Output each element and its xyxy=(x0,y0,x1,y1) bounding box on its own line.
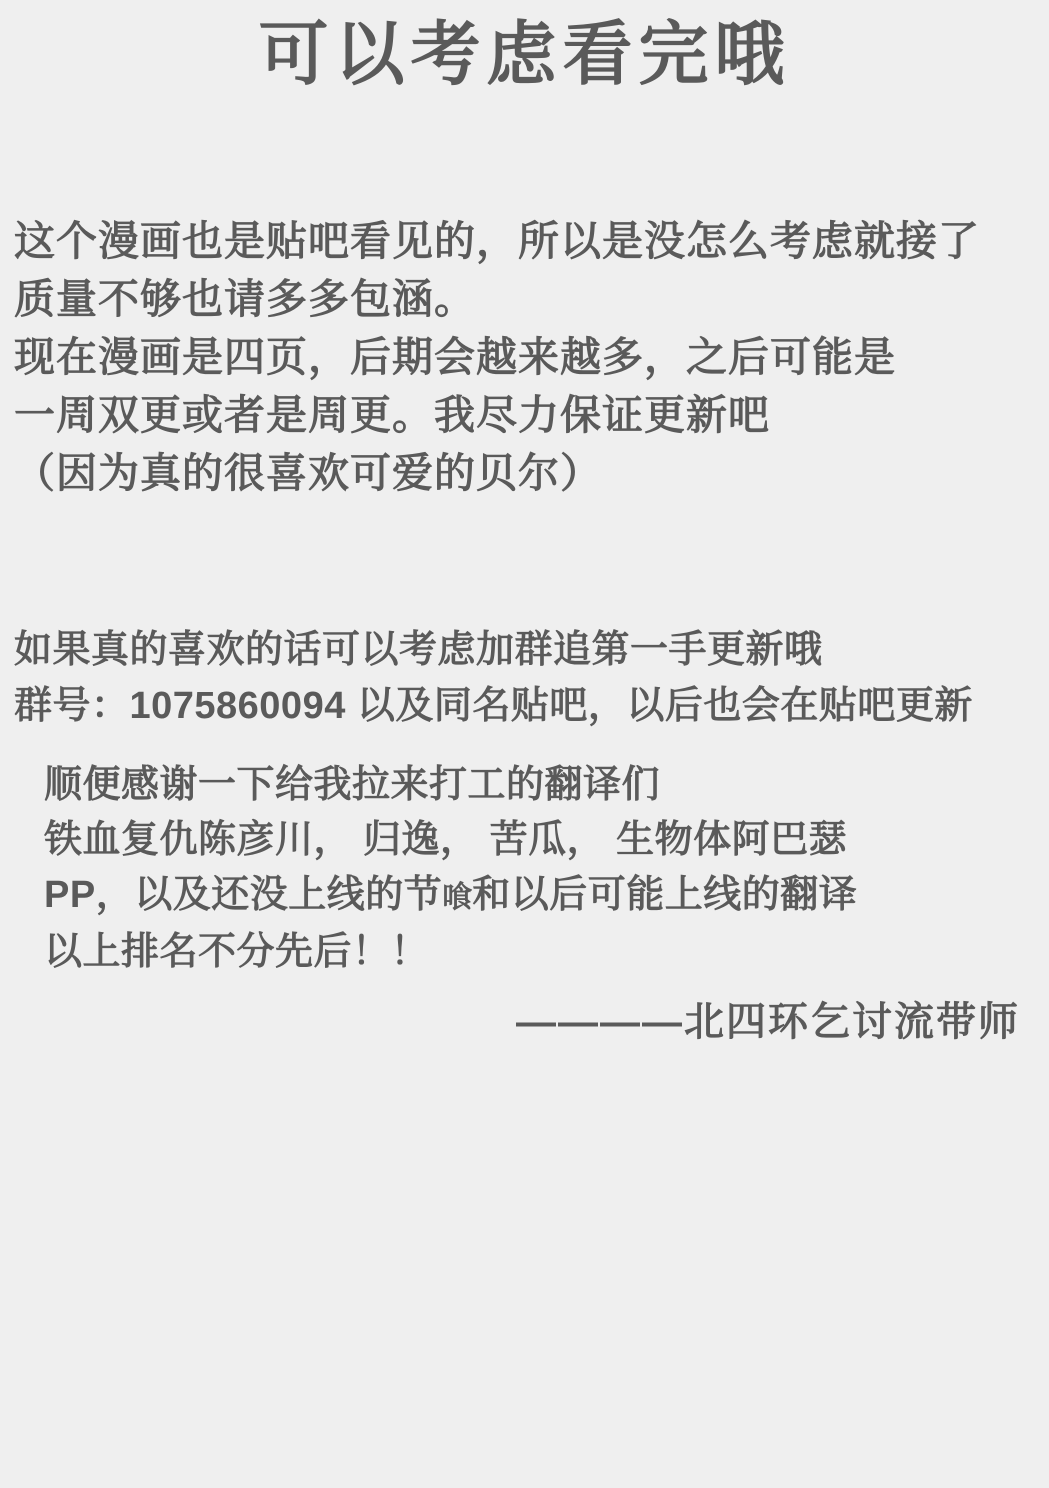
intro-line-1: 这个漫画也是贴吧看见的，所以是没怎么考虑就接了 xyxy=(14,218,980,264)
thanks-line-3 xyxy=(44,868,1044,925)
thanks-line-4: 以上排名不分先后！！ xyxy=(44,931,430,973)
thanks-line-3-small: 喰 xyxy=(442,881,473,914)
thanks-line-1: 顺便感谢一下给我拉来打工的翻译们 xyxy=(44,764,661,806)
intro-line-2: 质量不够也请多多包涵。 xyxy=(14,276,476,322)
join-group-number-line: 群号：1075860094 以及同名贴吧，以后也会在贴吧更新 xyxy=(14,685,973,727)
intro-line-5: （因为真的很喜欢可爱的贝尔） xyxy=(14,450,602,496)
page-title: 可以考虑看完哦 xyxy=(258,15,791,93)
intro-line-4: 一周双更或者是周更。我尽力保证更新吧 xyxy=(14,392,770,438)
intro-paragraph xyxy=(14,212,1034,502)
thanks-paragraph xyxy=(44,758,1044,980)
signature: ————北四环乞讨流带师 xyxy=(516,1000,1020,1044)
join-invite-line: 如果真的喜欢的话可以考虑加群追第一手更新哦 xyxy=(14,629,823,671)
join-group-paragraph xyxy=(14,622,1044,734)
thanks-line-3-part-a: PP，以及还没上线的节 xyxy=(44,874,443,916)
thanks-line-2: 铁血复仇陈彦川， 归逸， 苦瓜， 生物体阿巴瑟 xyxy=(44,819,848,861)
intro-line-3: 现在漫画是四页，后期会越来越多，之后可能是 xyxy=(14,334,896,380)
thanks-line-3-part-b: 和以后可能上线的翻译 xyxy=(472,874,858,916)
